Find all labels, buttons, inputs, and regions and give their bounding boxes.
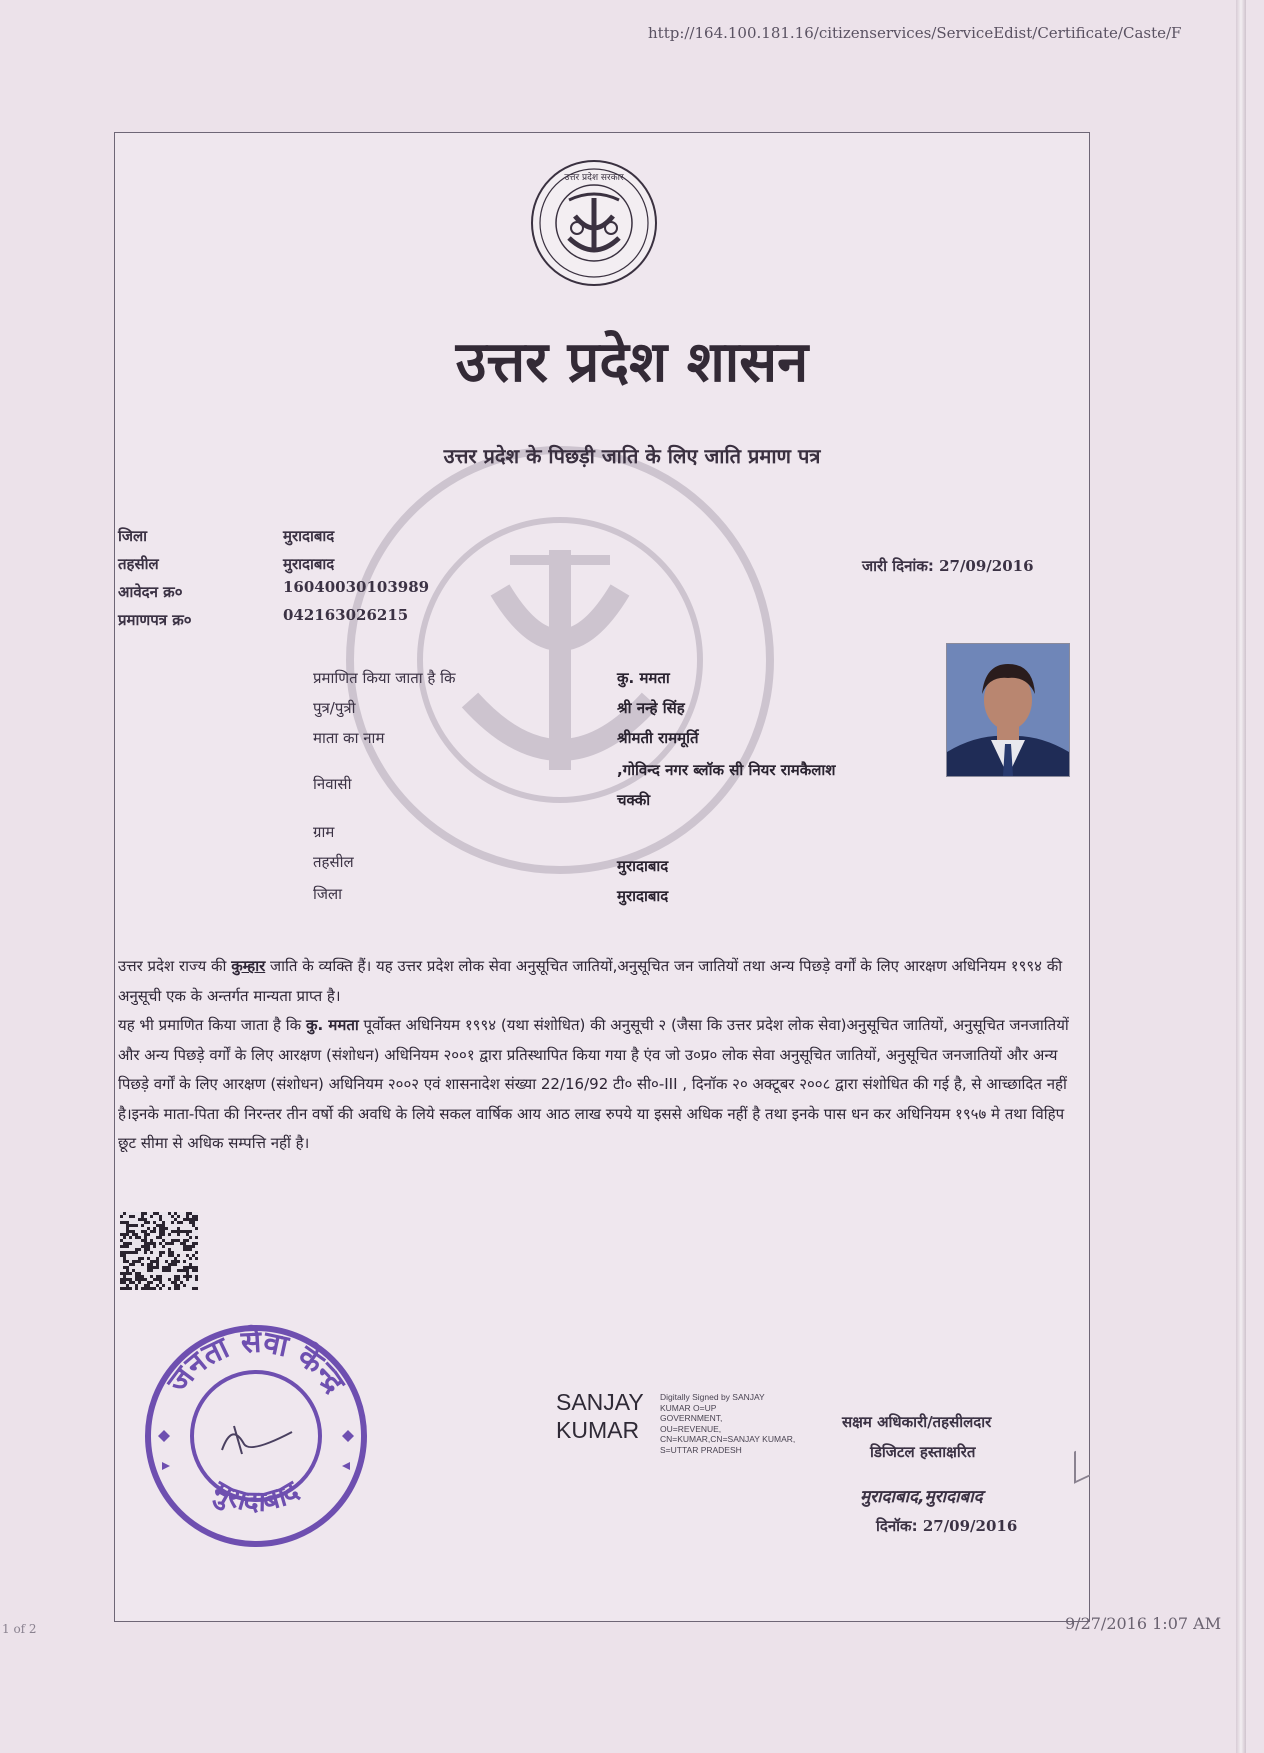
issue-date [862, 556, 1034, 576]
mother-name: श्रीमती राममूर्ति [617, 729, 699, 747]
row-district-value: मुरादाबाद [617, 887, 669, 905]
sig-detail-line: Digitally Signed by SANJAY [660, 1392, 765, 1402]
page-marker: 1 of 2 [2, 1622, 37, 1636]
caste-name: कुम्हार [231, 957, 266, 975]
row-tehsil-value: मुरादाबाद [617, 857, 669, 875]
print-url: http://164.100.181.16/citizenservices/ServiceEdist/Certificate/Caste/F [648, 24, 1182, 42]
application-number-value: 16040030103989 [283, 578, 430, 596]
svg-text:मुरादाबाद [206, 1473, 305, 1518]
sig-detail-line: OU=REVENUE, [660, 1423, 722, 1434]
body-p2-rest: पूर्वोक्त अधिनियम १९९४ (यथा संशोधित) की अनुसूची २ (जैसा कि उत्तर प्रदेश लोक सेवा)अनुसूचित जातियों, अनुसूचित जनजातियों और अन्य पिछड़े वर्गों के लिए आरक्षण (संशोधन) अधिनियम २००१ द्वारा प्रतिस्थापित किया गया है एंव जो उ०प्र० लोक सेवा अनुसूचित जातियों, अनुसूचित जनजातियों और अन्य पिछड़े वर्गों के लिए आरक्षण (संशोधन) अधिनियम २००२ एवं शासनादेश संख्या 22/16/92 टी० सी०-III , दिनॉक २० अक्टूबर २००८ द्वारा संशोधित की गई है, से आच्छादित नहीं है।इनके माता-पिता की निरन्तर तीन वर्षो की अवधि के लिये सकल वार्षिक आय आठ लाख रुपये या इससे अधिक नहीं है तथा इनके पास धन कर अधिनियम १९५७ मे तथा विहिप छूट सीमा से अधिक सम्पत्ति नहीं है। [118, 1016, 1069, 1152]
stamp-bottom-text: मुरादाबाद [207, 1473, 305, 1518]
up-government-emblem-icon [529, 158, 659, 288]
certificate-subtitle: उत्तर प्रदेश के पिछड़ी जाति के लिए जाति प्रमाण पत्र [443, 444, 821, 468]
applicant-photo [946, 643, 1070, 777]
row-district-label: जिला [313, 885, 343, 903]
issue-date-value: 27/09/2016 [939, 557, 1034, 575]
seal-stamp-icon [142, 1322, 370, 1550]
signer-last-name: KUMAR [556, 1417, 640, 1443]
signer-first-name: SANJAY [556, 1389, 644, 1415]
tehsil-label: तहसील [118, 555, 159, 573]
authority-location: मुरादाबाद,मुरादाबाद [860, 1487, 983, 1507]
stamp-top-text: जनता सेवा केन्द्र [160, 1324, 352, 1400]
applicant-name: कु. ममता [617, 669, 670, 687]
body-p1-intro: उत्तर प्रदेश राज्य की [118, 957, 232, 975]
mother-label: माता का नाम [313, 729, 385, 747]
sig-detail-line: CN=KUMAR,CN=SANJAY KUMAR, [660, 1434, 796, 1444]
svg-text:जनता सेवा केन्द्र [160, 1324, 352, 1401]
parent-label: पुत्र/पुत्री [313, 699, 356, 717]
digitally-signed-label: डिजिटल हस्ताक्षरित [870, 1443, 976, 1461]
certified-label: प्रमाणित किया जाता है कि [313, 669, 456, 687]
body-p2-intro: यह भी प्रमाणित किया जाता है कि [118, 1016, 306, 1034]
authority-date-label: दिनॉक: [876, 1517, 918, 1535]
sig-detail-line: S=UTTAR PRADESH [660, 1444, 742, 1455]
sig-detail-line: GOVERNMENT, [660, 1413, 723, 1423]
certificate-body [118, 952, 1083, 1159]
district-label: जिला [118, 527, 148, 545]
authority-date [876, 1516, 1017, 1536]
district-value: मुरादाबाद [283, 527, 335, 545]
scan-edge [1236, 0, 1246, 1753]
digital-signature-name [556, 1388, 644, 1444]
row-tehsil-label: तहसील [313, 853, 354, 871]
qr-code-icon [120, 1212, 198, 1290]
father-name: श्री नन्हे सिंह [617, 699, 685, 717]
sig-detail-line: KUMAR O=UP [660, 1402, 717, 1413]
applicant-portrait-icon [947, 644, 1069, 776]
body-applicant-name: कु. ममता [305, 1016, 359, 1034]
body-paragraph-2 [118, 1011, 1083, 1159]
digital-signature-details [660, 1392, 800, 1455]
application-number-label: आवेदन क्र० [118, 583, 183, 601]
address-line-2: चक्की [617, 791, 651, 809]
village-label: ग्राम [313, 823, 335, 841]
svg-text:उत्तर प्रदेश सरकार: उत्तर प्रदेश सरकार [564, 173, 624, 183]
issue-date-label: जारी दिनांक: [862, 557, 934, 575]
certificate-number-value: 042163026215 [283, 606, 409, 624]
page-title: उत्तर प्रदेश शासन [455, 330, 809, 395]
resident-label: निवासी [313, 775, 352, 793]
certificate-number-label: प्रमाणपत्र क्र० [118, 611, 192, 629]
print-timestamp: 9/27/2016 1:07 AM [1065, 1614, 1222, 1633]
tehsil-value: मुरादाबाद [283, 555, 335, 573]
body-p1-rest: जाति के व्यक्ति हैं। यह उत्तर प्रदेश लोक सेवा अनुसूचित जातियों,अनुसूचित जन जातियों तथा अन्य पिछड़े वर्गों के लिए आरक्षण अधिनियम १९९४ की अनुसूची एक के अन्तर्गत मान्यता प्राप्त है। [118, 957, 1063, 1005]
body-paragraph-1 [118, 952, 1083, 1011]
authority-date-value: 27/09/2016 [922, 1517, 1018, 1535]
address-line-1: ,गोविन्द नगर ब्लॉक सी नियर रामकैलाश [617, 761, 836, 779]
watermark-emblem-icon [340, 440, 780, 880]
authority-title: सक्षम अधिकारी/तहसीलदार [842, 1413, 992, 1431]
